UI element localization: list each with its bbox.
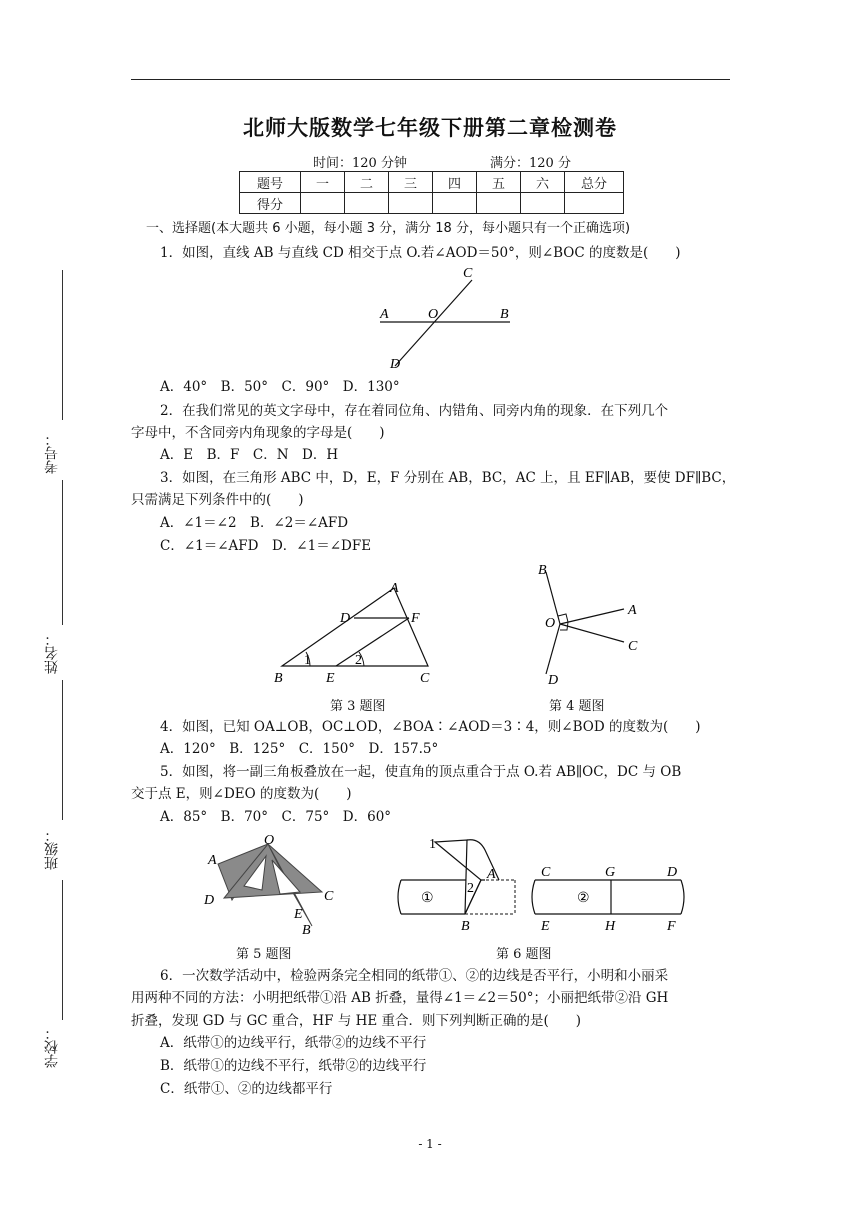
question-6-line-3: 折叠，发现 GD 与 GC 重合，HF 与 HE 重合．则下列判断正确的是( ) bbox=[131, 1013, 582, 1029]
fig5-label-b: B bbox=[302, 923, 311, 938]
score-input-cell[interactable] bbox=[477, 193, 521, 214]
figure-3 bbox=[270, 578, 440, 688]
fig5-label-a: A bbox=[208, 853, 217, 868]
section-heading: 一、选择题(本大题共 6 小题，每小题 3 分，满分 18 分，每小题只有一个正确选项) bbox=[146, 221, 631, 236]
table-cell: 六 bbox=[521, 172, 565, 193]
fig4-label-d: D bbox=[548, 673, 559, 688]
table-cell: 总分 bbox=[565, 172, 624, 193]
caption-figure-5: 第 5 题图 bbox=[236, 947, 292, 962]
question-3-options-2: C．∠1＝∠AFD D．∠1＝∠DFE bbox=[160, 538, 372, 554]
page-number: - 1 - bbox=[418, 1137, 442, 1151]
fig1-label-b: B bbox=[500, 307, 509, 322]
question-4-text: 4．如图，已知 OA⊥OB，OC⊥OD，∠BOA∶∠AOD＝3∶4，则∠BOD 的度数为( ) bbox=[160, 719, 701, 735]
table-cell: 一 bbox=[301, 172, 345, 193]
score-table-score-row bbox=[240, 193, 624, 214]
fig6-label-f: F bbox=[667, 919, 676, 934]
question-2-line-2: 字母中，不含同旁内角现象的字母是( ) bbox=[131, 425, 385, 441]
table-cell: 得分 bbox=[240, 193, 301, 214]
fig1-label-d: D bbox=[390, 357, 401, 372]
fig5-label-e: E bbox=[294, 907, 303, 922]
question-6-option-b: B．纸带①的边线不平行，纸带②的边线平行 bbox=[160, 1058, 427, 1074]
side-line-xingming bbox=[62, 480, 63, 625]
figure-1 bbox=[370, 262, 530, 372]
question-3-options-1: A．∠1＝∠2 B．∠2＝∠AFD bbox=[160, 515, 349, 531]
side-label-banji: 班级： bbox=[44, 828, 60, 870]
figure-5 bbox=[200, 830, 350, 938]
fig4-label-o: O bbox=[545, 616, 556, 631]
fig5-label-c: C bbox=[324, 889, 334, 904]
fig3-label-e: E bbox=[326, 671, 335, 686]
score-input-cell[interactable] bbox=[345, 193, 389, 214]
question-2-options: A．E B．F C．N D．H bbox=[160, 447, 339, 463]
score-table-header-row bbox=[240, 172, 624, 193]
fig1-label-a: A bbox=[380, 307, 389, 322]
side-line-xuexiao bbox=[62, 880, 63, 1020]
fig6-label-b: B bbox=[461, 919, 470, 934]
score-input-cell[interactable] bbox=[565, 193, 624, 214]
caption-figure-4: 第 4 题图 bbox=[549, 699, 605, 714]
side-line-kaohao bbox=[62, 270, 63, 420]
question-6-option-a: A．纸带①的边线平行，纸带②的边线不平行 bbox=[160, 1035, 427, 1051]
side-label-xuexiao: 学校： bbox=[44, 1026, 60, 1068]
score-input-cell[interactable] bbox=[301, 193, 345, 214]
question-5-options: A．85° B．70° C．75° D．60° bbox=[160, 809, 392, 825]
table-cell: 五 bbox=[477, 172, 521, 193]
page-title: 北师大版数学七年级下册第二章检测卷 bbox=[243, 116, 617, 140]
caption-figure-6: 第 6 题图 bbox=[496, 947, 552, 962]
fig3-label-c: C bbox=[420, 671, 430, 686]
fig6-label-g: G bbox=[605, 865, 616, 880]
question-4-options: A．120° B．125° C．150° D．157.5° bbox=[160, 741, 439, 757]
figure-4 bbox=[528, 560, 648, 690]
table-cell: 四 bbox=[433, 172, 477, 193]
table-cell: 三 bbox=[389, 172, 433, 193]
fig6-label-e: E bbox=[541, 919, 550, 934]
question-1-options: A．40° B．50° C．90° D．130° bbox=[160, 379, 400, 395]
question-3-line-1: 3．如图，在三角形 ABC 中，D，E，F 分别在 AB，BC，AC 上，且 EF∥AB，要使 DF∥BC， bbox=[160, 470, 736, 486]
fig4-label-b: B bbox=[538, 563, 547, 578]
question-6-option-c: C．纸带①、②的边线都平行 bbox=[160, 1081, 333, 1097]
question-2-line-1: 2．在我们常见的英文字母中，存在着同位角、内错角、同旁内角的现象．在下列几个 bbox=[160, 403, 669, 419]
fig1-label-c: C bbox=[463, 266, 473, 281]
fig6-label-1: 1 bbox=[429, 837, 436, 852]
fig6-label-2: 2 bbox=[467, 881, 474, 896]
question-5-line-1: 5．如图，将一副三角板叠放在一起，使直角的顶点重合于点 O.若 AB∥OC，DC 与 OB bbox=[160, 764, 682, 780]
fig3-label-1: 1 bbox=[304, 653, 311, 668]
question-5-line-2: 交于点 E，则∠DEO 的度数为( ) bbox=[131, 786, 352, 802]
header-rule bbox=[131, 79, 730, 80]
question-3-line-2: 只需满足下列条件中的( ) bbox=[131, 492, 304, 508]
figure-6 bbox=[395, 836, 685, 936]
fig5-label-d: D bbox=[204, 893, 215, 908]
fig3-label-2: 2 bbox=[355, 653, 362, 668]
fig6-label-c: C bbox=[541, 865, 551, 880]
score-input-cell[interactable] bbox=[389, 193, 433, 214]
side-label-xingming: 姓名： bbox=[44, 632, 60, 674]
fig3-label-a: A bbox=[390, 581, 399, 596]
table-cell: 二 bbox=[345, 172, 389, 193]
fig6-label-circled-1: ① bbox=[421, 891, 434, 906]
question-1-text: 1．如图，直线 AB 与直线 CD 相交于点 O.若∠AOD＝50°，则∠BOC 的度数是( ) bbox=[160, 245, 681, 261]
score-input-cell[interactable] bbox=[521, 193, 565, 214]
exam-full-score: 满分：120 分 bbox=[490, 156, 571, 171]
fig4-label-c: C bbox=[628, 639, 638, 654]
fig4-label-a: A bbox=[628, 603, 637, 618]
fig3-label-d: D bbox=[340, 611, 351, 626]
side-label-kaohao: 考号： bbox=[44, 432, 60, 474]
score-input-cell[interactable] bbox=[433, 193, 477, 214]
question-6-line-1: 6．一次数学活动中，检验两条完全相同的纸带①、②的边线是否平行，小明和小丽采 bbox=[160, 968, 669, 984]
caption-figure-3: 第 3 题图 bbox=[330, 699, 386, 714]
fig5-label-o: O bbox=[264, 833, 275, 848]
fig6-label-a: A bbox=[487, 867, 496, 882]
side-line-banji bbox=[62, 680, 63, 820]
exam-time: 时间：120 分钟 bbox=[313, 156, 407, 171]
fig3-label-b: B bbox=[274, 671, 283, 686]
fig3-label-f: F bbox=[411, 611, 420, 626]
question-6-line-2: 用两种不同的方法：小明把纸带①沿 AB 折叠，量得∠1＝∠2＝50°；小丽把纸带②沿 GH bbox=[131, 990, 669, 1006]
fig6-label-d: D bbox=[667, 865, 678, 880]
fig6-label-h: H bbox=[605, 919, 616, 934]
table-cell: 题号 bbox=[240, 172, 301, 193]
score-table bbox=[239, 171, 624, 214]
fig6-label-circled-2: ② bbox=[577, 891, 590, 906]
fig1-label-o: O bbox=[428, 307, 439, 322]
